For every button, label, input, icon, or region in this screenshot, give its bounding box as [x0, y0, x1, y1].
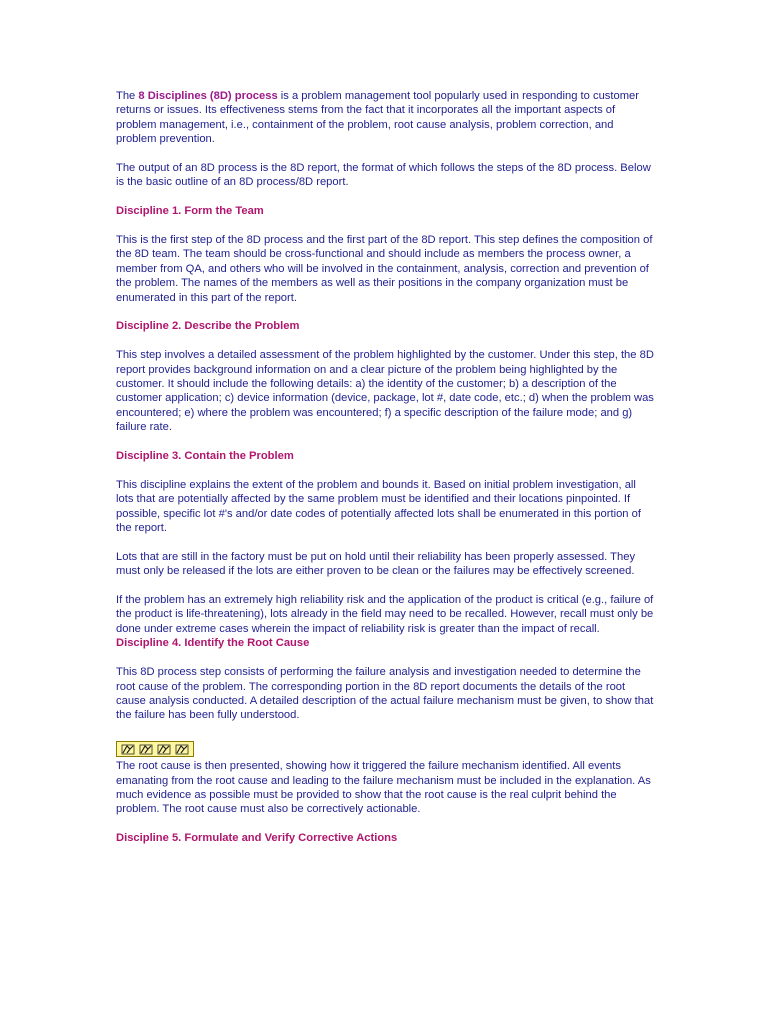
discipline-1-heading: Discipline 1. Form the Team	[116, 205, 264, 218]
intro-rest: is a problem management tool popularly used in responding to customer returns or issues. Its effectiveness stems from the fact that it incorporates all the important aspects of problem management, i.e., containment of the problem, root cause analysis, problem correction, and problem prevention.	[116, 90, 639, 146]
discipline-4-paragraph-1: This 8D process step consists of performing the failure analysis and investigation needed to determine the root cause of the problem. The corresponding portion in the 8D report documents the details of the root cause analysis conducted. A detailed description of the actual failure mechanism must be given, to show that the failure has been fully understood.	[116, 666, 654, 722]
discipline-2-heading: Discipline 2. Describe the Problem	[116, 320, 300, 333]
link-icon[interactable]	[138, 743, 154, 755]
discipline-1-paragraph: This is the first step of the 8D process and the first part of the 8D report. This step defines the composition of the 8D team. The team should be cross-functional and should include as members the process owner, a member from QA, and others who will be involved in the containment, analysis, correction and prevention of the problem. The names of the members as well as their positions in the company organization must be enumerated in this part of the report.	[116, 234, 653, 304]
link-icon[interactable]	[156, 743, 172, 755]
intro-term: 8 Disciplines (8D) process	[138, 90, 278, 102]
output-paragraph: The output of an 8D process is the 8D report, the format of which follows the steps of the 8D process. Below is the basic outline of an 8D process/8D report.	[116, 162, 651, 189]
discipline-5-heading: Discipline 5. Formulate and Verify Corrective Actions	[116, 832, 398, 845]
intro-lead: The	[116, 90, 139, 102]
discipline-3-paragraph-3: If the problem has an extremely high reliability risk and the application of the product is critical (e.g., failure of the product is life-threatening), lots already in the field may need to be recalled. However, recall must only be done under extreme cases wherein the impact of reliability risk is greater than the impact of recall.	[116, 594, 654, 635]
discipline-3-paragraph-1: This discipline explains the extent of the problem and bounds it. Based on initial problem investigation, all lots that are potentially affected by the same problem must be identified and their locations pinpointed. If possible, specific lot #'s and/or date codes of potentially affected lots shall be enumerated in this portion of the report.	[116, 478, 641, 535]
discipline-3-paragraph-2: Lots that are still in the factory must be put on hold until their reliability has been properly assessed. They must only be released if the lots are either proven to be clean or the failures may be effectively screened.	[116, 550, 636, 578]
inline-icon-bar	[116, 741, 194, 757]
discipline-4-paragraph-2: The root cause is then presented, showing how it triggered the failure mechanism identified. All events emanating from the root cause and leading to the failure mechanism must be included in the explanation. As much evidence as possible must be provided to show that the root cause is the real culprit behind the problem. The root cause must also be correctively actionable.	[116, 760, 651, 816]
intro-paragraph	[116, 89, 656, 147]
discipline-3-heading: Discipline 3. Contain the Problem	[116, 450, 294, 463]
discipline-4-heading: Discipline 4. Identify the Root Cause	[116, 637, 310, 650]
document-page	[116, 89, 656, 860]
discipline-2-paragraph: This step involves a detailed assessment of the problem highlighted by the customer. Under this step, the 8D report provides background information on and a clear picture of the problem being highlighted by the customer. It should include the following details: a) the identity of the customer; b) a description of the customer application; c) device information (device, package, lot #, date code, etc.; d) when the problem was encountered; e) where the problem was encountered; f) a specific description of the failure mode; and g) failure rate.	[116, 349, 654, 434]
link-icon[interactable]	[120, 743, 136, 755]
link-icon[interactable]	[174, 743, 190, 755]
